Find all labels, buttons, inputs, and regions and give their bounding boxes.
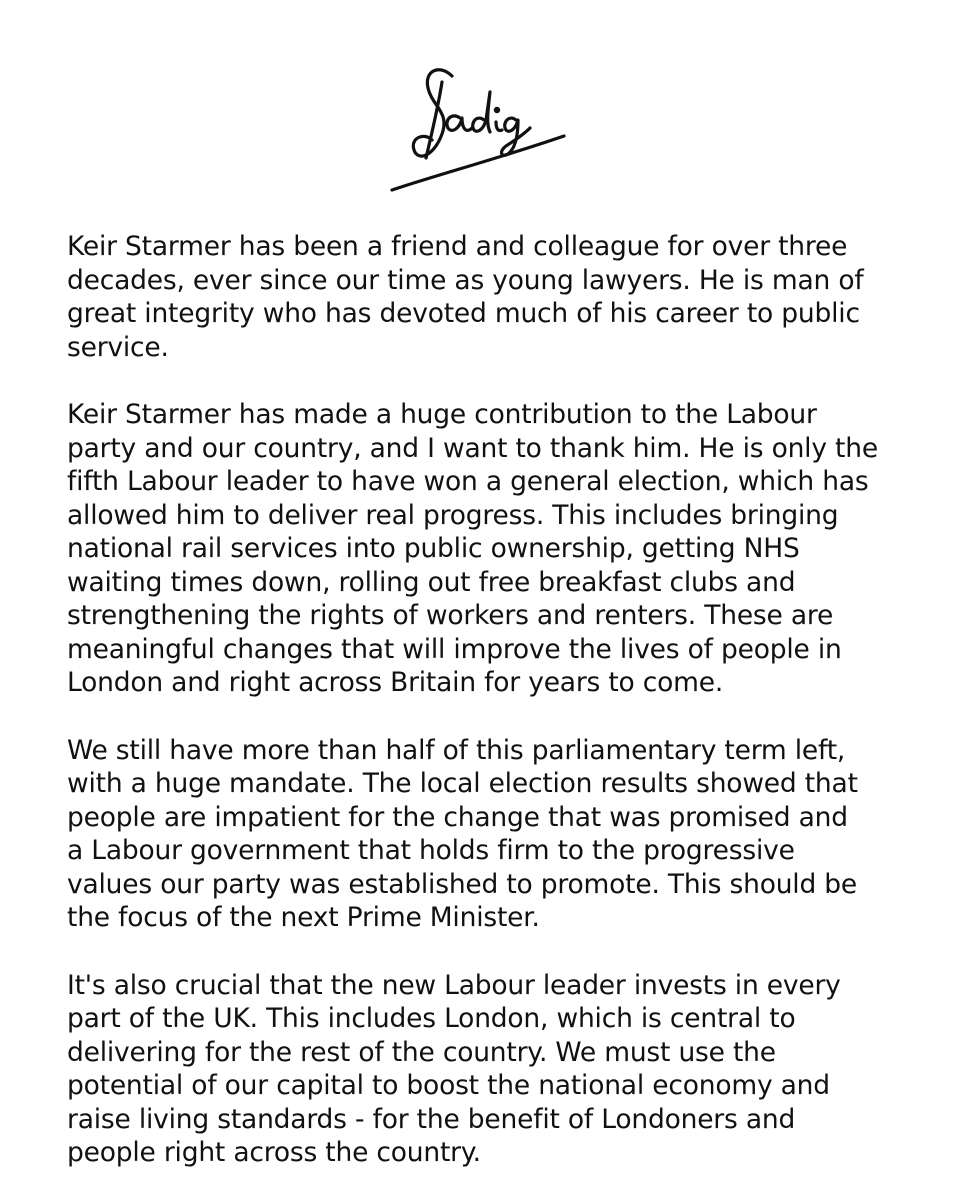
paragraph-2: Keir Starmer has made a huge contribution to the Labour party and our country, and I want to thank him. He is only the fifth Labour leader to have won a general election, which has allowed him to deliver real progress. This includes bringing national rail services into public ownership, getting NHS waiting times down, rolling out free breakfast clubs and strengthening the rights of workers and renters. These are meaningful changes that will improve the lives of people in London and right across Britain for years to come. bbox=[67, 399, 878, 698]
paragraph-4: It's also crucial that the new Labour leader invests in every part of the UK. This includes London, which is central to delivering for the rest of the country. We must use the potential of our capital to boost the national economy and raise living standards - for the benefit of Londoners and people right across the country. bbox=[67, 969, 841, 1168]
statement-body bbox=[67, 230, 893, 1204]
paragraph-1: Keir Starmer has been a friend and colleague for over three decades, ever since our time as young lawyers. He is man of great integrity who has devoted much of his career to public service. bbox=[67, 231, 864, 363]
signature-icon bbox=[380, 62, 580, 202]
handwritten-signature bbox=[380, 62, 580, 202]
paragraph-3: We still have more than half of this parliamentary term left, with a huge mandate. The local election results showed that people are impatient for the change that was promised and a Labour government that holds firm to the progressive values our party was established to promote. This should be the focus of the next Prime Minister. bbox=[67, 734, 858, 933]
